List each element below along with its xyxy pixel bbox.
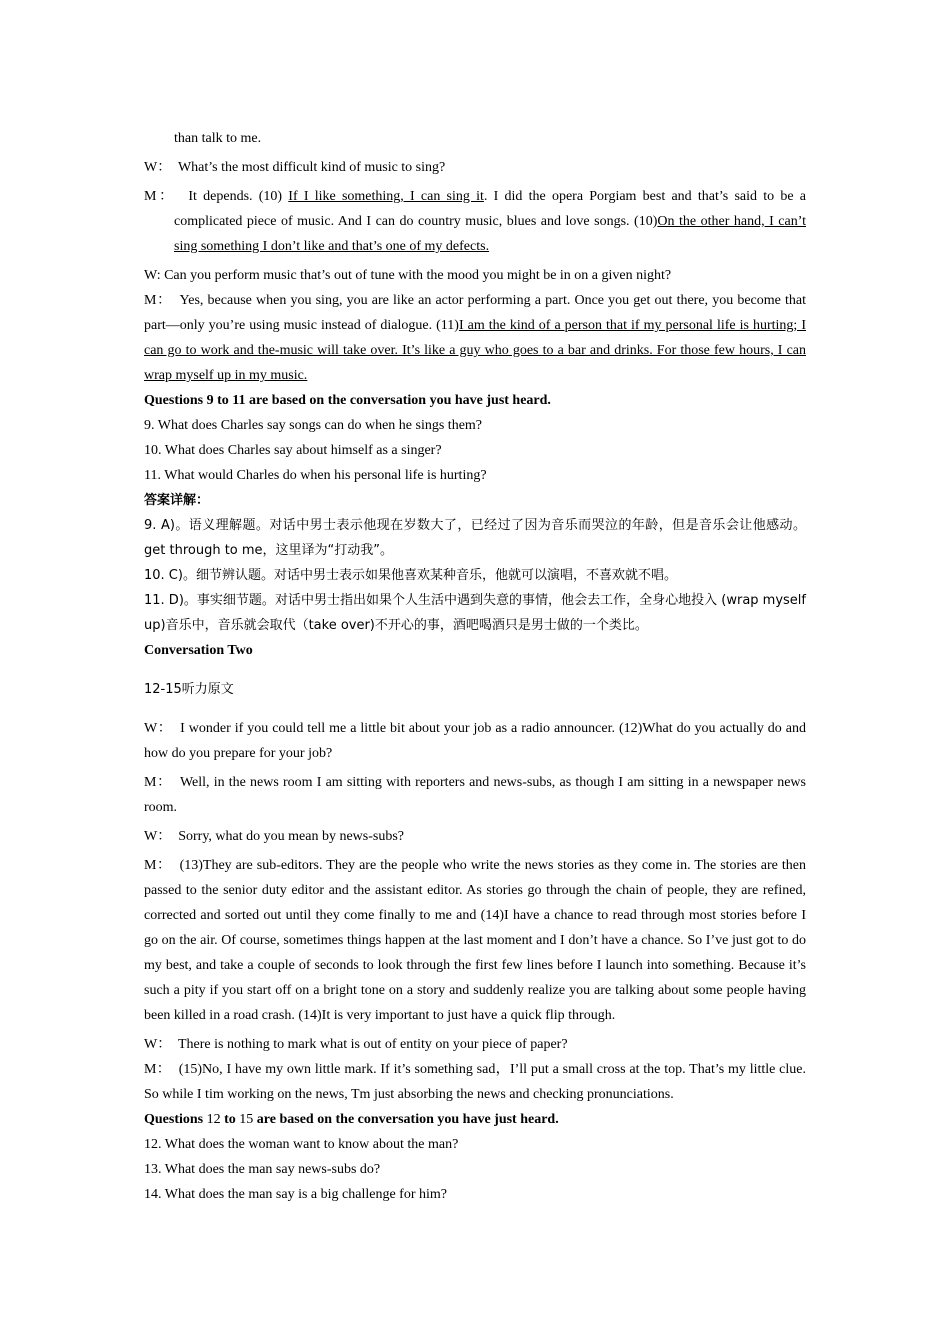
dialogue-text: Sorry, what do you mean by news-subs? xyxy=(178,829,404,844)
questions-heading xyxy=(144,1107,806,1132)
dialogue-text: (13)They are sub-editors. They are the people who write the news stories as they come in. The stories are then passed to the senior duty editor and the assistant editor. As stories go through the chain of people, they are refined, corrected and sorted out until they come finally to me and (14)I have a chance to read through most stories before I go on the air. Of course, sometimes things happen at the last moment and I don’t have a chance. So I’ve just got to do my best, and take a couple of seconds to look through the first few lines before I launch into something. Because it’s such a pity if you start off on a bright tone on a story and suddenly realize you are talking about some people having been killed in a road crash. (14)It is very important to just have a quick flip through. xyxy=(144,858,807,1023)
heading-part: are based on the conversation you have just heard. xyxy=(256,1112,559,1127)
document-page xyxy=(144,126,806,1207)
underlined-answer: I am the kind of a person that if my personal life is hurting; I can go to work and the-music will take over. It’s like a guy who goes to a bar and drinks. For those few hours, I can wrap myself up in my music. xyxy=(144,318,806,383)
speaker-label: W： xyxy=(144,160,172,175)
speaker-label: M： xyxy=(144,775,172,790)
continued-line: than talk to me. xyxy=(174,131,262,146)
speaker-label: W： xyxy=(144,829,172,844)
underlined-answer: On the other hand, I can’t sing something I don’t like and that’s one of my defects. xyxy=(174,214,806,254)
dialogue-text: I wonder if you could tell me a little bit about your job as a radio announcer. (12)What do you actually do and how do you prepare for your job? xyxy=(144,721,806,761)
question-item: 11. What would Charles do when his personal life is hurting? xyxy=(144,468,487,483)
dialogue-text: . I did the opera Porgiam best and that’s said to be a complicated piece of music. And I can do country music, blues and love songs. (10) xyxy=(174,189,806,229)
heading-part: to xyxy=(224,1112,236,1127)
dialogue-text: It depends. (10) xyxy=(188,189,289,204)
dialogue-text: Yes, because when you sing, you are like an actor performing a part. Once you get out there, you become that part—only you’re using music instead of dialogue. (11) xyxy=(144,293,807,333)
answer-explanation: 10. C)。细节辨认题。对话中男士表示如果他喜欢某种音乐，他就可以演唱，不喜欢就不唱。 xyxy=(144,568,677,583)
dialogue-m-line xyxy=(144,770,806,820)
transcript-label: 12-15听力原文 xyxy=(144,682,234,697)
dialogue-m-line xyxy=(144,184,806,259)
dialogue-m-line xyxy=(144,853,806,1028)
speaker-label: M： xyxy=(144,293,172,308)
dialogue-w-line: W: Can you perform music that’s out of tune with the mood you might be in on a given night? xyxy=(144,268,672,283)
answer-explanation: 9. A)。语义理解题。对话中男士表示他现在岁数大了，已经过了因为音乐而哭泣的年龄，但是音乐会让他感动。get through to me，这里译为“打动我”。 xyxy=(144,518,806,558)
question-item: 10. What does Charles say about himself as a singer? xyxy=(144,443,442,458)
dialogue-text: What’s the most difficult kind of music to sing? xyxy=(177,160,446,175)
dialogue-m-line xyxy=(144,288,806,388)
question-item: 13. What does the man say news-subs do? xyxy=(144,1162,381,1177)
speaker-label: M： xyxy=(144,858,172,873)
question-item: 14. What does the man say is a big challenge for him? xyxy=(144,1187,447,1202)
answer-heading: 答案详解： xyxy=(144,493,210,508)
heading-part: 12 xyxy=(203,1112,225,1127)
speaker-label: W： xyxy=(144,1037,172,1052)
question-item: 12. What does the woman want to know about the man? xyxy=(144,1137,459,1152)
dialogue-w-line xyxy=(144,1032,806,1057)
answer-explanation: 11. D)。事实细节题。对话中男士指出如果个人生活中遇到失意的事情，他会去工作，全身心地投入 (wrap myself up)音乐中，音乐就会取代（take over)不开心的事，酒吧喝酒只是男士做的一个类比。 xyxy=(144,593,806,633)
heading-part: Questions xyxy=(144,1112,204,1127)
heading-part: 15 xyxy=(235,1112,257,1127)
dialogue-text: (15)No, I have my own little mark. If it’s something sad，I’ll put a small cross at the top. That’s my little clue. So while I tim working on the news, Tm just absorbing the news and checking pronunciations. xyxy=(144,1062,806,1102)
speaker-label: W： xyxy=(144,721,173,736)
questions-heading: Questions 9 to 11 are based on the conversation you have just heard. xyxy=(144,393,551,408)
dialogue-m-line xyxy=(144,1057,806,1107)
dialogue-w-line xyxy=(144,824,806,849)
section-heading: Conversation Two xyxy=(144,643,253,658)
dialogue-text: There is nothing to mark what is out of entity on your piece of paper? xyxy=(177,1037,568,1052)
dialogue-text: Well, in the news room I am sitting with reporters and news-subs, as though I am sitting in a newspaper news room. xyxy=(144,775,806,815)
speaker-label: M： xyxy=(144,189,176,204)
speaker-label: M： xyxy=(144,1062,172,1077)
question-item: 9. What does Charles say songs can do when he sings them? xyxy=(144,418,483,433)
underlined-answer: If I like something, I can sing it xyxy=(288,189,484,204)
dialogue-w-line xyxy=(144,716,806,766)
dialogue-w-line xyxy=(144,155,806,180)
